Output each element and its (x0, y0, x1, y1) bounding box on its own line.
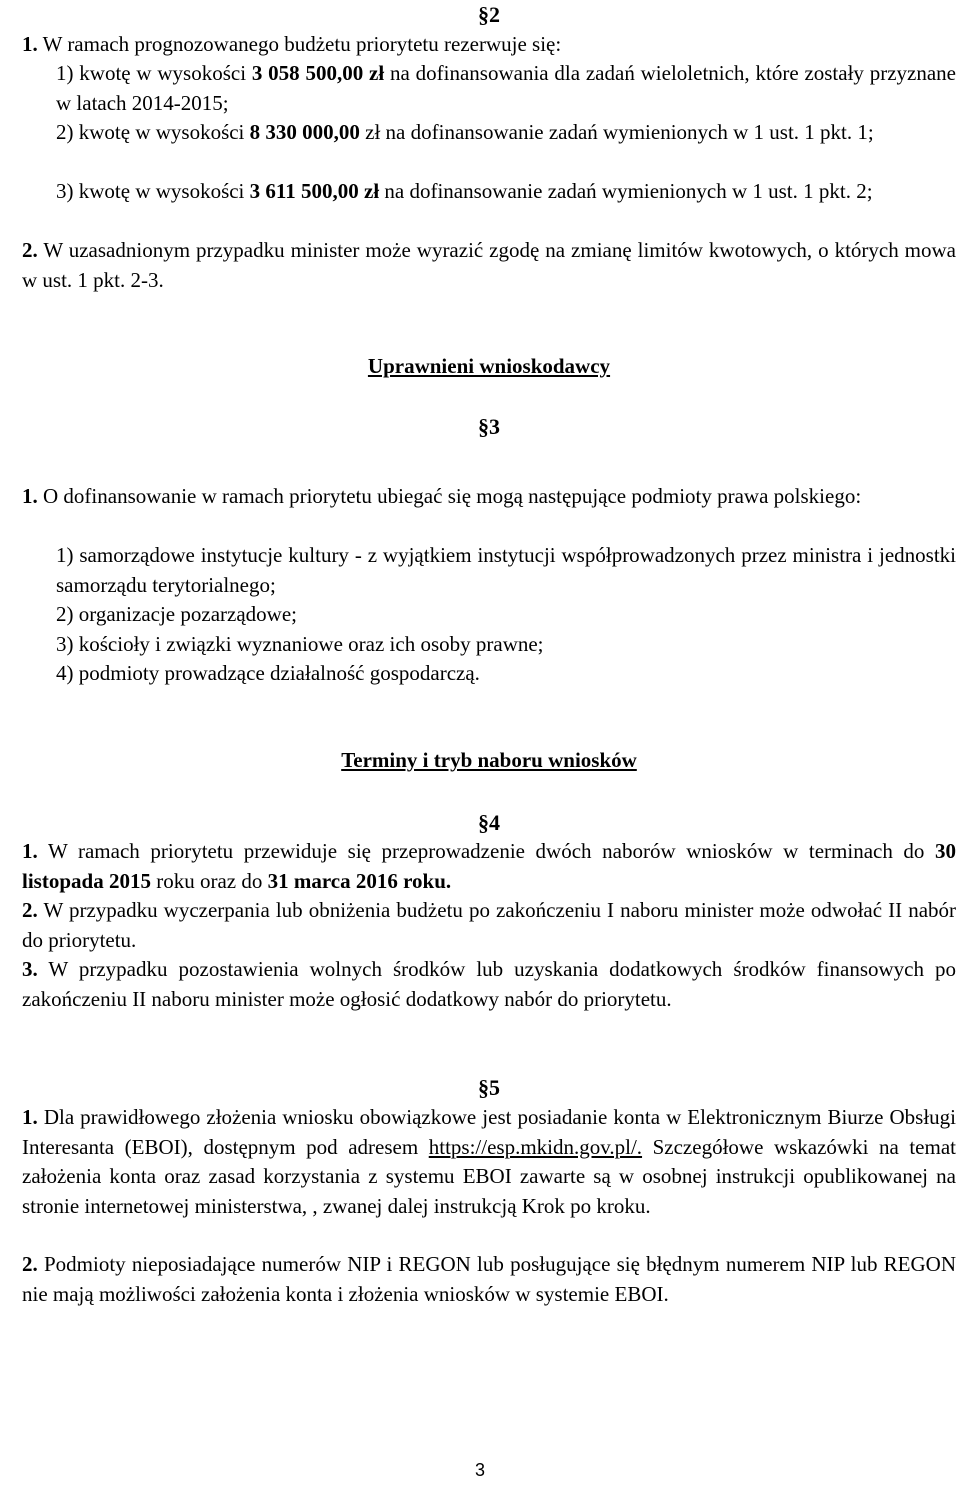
sec2-p2-text: W uzasadnionym przypadku minister może wyrazić zgodę na zmianę limitów kwotowych, o których mowa w ust. 1 pkt. 2-3. (22, 238, 956, 292)
sec5-p2-text: Podmioty nieposiadające numerów NIP i REGON lub posługujące się błędnym numerem NIP lub REGON nie mają możliwości założenia konta i złożenia wniosków w systemie EBOI. (22, 1252, 957, 1306)
sec2-paragraph-2 (22, 236, 956, 295)
item-amount: 3 611 500,00 zł (249, 179, 380, 203)
item-text: 1) kwotę w wysokości (56, 61, 252, 85)
sec4-p2-text: W przypadku wyczerpania lub obniżenia budżetu po zakończeniu I naboru minister może odwołać II nabór do priorytetu. (22, 898, 957, 952)
sec5-paragraph-1 (22, 1103, 956, 1221)
item-text: zł na dofinansowanie zadań wymienionych w 1 ust. 1 pkt. 1; (359, 120, 874, 144)
sec4-p3-text: W przypadku pozostawienia wolnych środków lub uzyskania dodatkowych środków finansowych po zakończeniu II naboru minister może ogłosić dodatkowy nabór do priorytetu. (22, 957, 956, 1011)
sec4-p2-number: 2. (22, 898, 38, 922)
sec3-item-1: 1) samorządowe instytucje kultury - z wyjątkiem instytucji współprowadzonych przez ministra i jednostki samorządu terytorialnego; (56, 543, 956, 597)
heading-applicants: Uprawnieni wnioskodawcy (367, 354, 611, 378)
item-text: na dofinansowania dla zadań wieloletnich, które zostały przyznane w latach 2014-2015; (56, 61, 957, 115)
item-amount: 8 330 000,00 (249, 120, 360, 144)
sec3-item-4: 4) podmioty prowadzące działalność gospodarczą. (56, 661, 480, 685)
item-text: 3) kwotę w wysokości (56, 179, 250, 203)
sec2-p2-number: 2. (22, 238, 38, 262)
sec5-p2-number: 2. (22, 1252, 38, 1276)
date-2: 31 marca 2016 roku. (267, 868, 452, 893)
sec4-p1-number: 1. (22, 839, 38, 863)
sec5-p1-text: Szczegółowe wskazówki na temat założenia konta oraz zasad korzystania z systemu EBOI zawarte są w osobnej instrukcji opublikowanej na stronie internetowej ministerstwa, , zwanej dalej instrukcją Krok po kroku. (22, 1134, 956, 1218)
page-number: 3 (474, 1460, 485, 1480)
sec4-paragraph-3 (22, 955, 956, 1014)
sec2-p1-text: W ramach prognozowanego budżetu priorytetu rezerwuje się: (42, 32, 562, 56)
sec4-paragraph-2 (22, 896, 956, 955)
sec2-item-1 (56, 59, 956, 118)
section-3-symbol: §3 (478, 414, 500, 439)
section-4-symbol: §4 (478, 810, 500, 835)
sec3-p1-text: O dofinansowanie w ramach priorytetu ubiegać się mogą następujące podmioty prawa polskiego: (43, 484, 862, 508)
sec4-paragraph-1 (22, 837, 956, 896)
heading-terms: Terminy i tryb naboru wniosków (341, 748, 637, 772)
sec4-p3-number: 3. (22, 957, 38, 981)
item-text: na dofinansowanie zadań wymienionych w 1 ust. 1 pkt. 2; (379, 179, 873, 203)
eboi-link[interactable]: https://esp.mkidn.gov.pl/. (428, 1134, 643, 1159)
sec2-item-2 (56, 118, 960, 148)
sec5-p1-text: Dla prawidłowego złożenia wniosku obowiązkowe jest posiadanie konta w Elektronicznym Biurze Obsługi Interesanta (EBOI), dostępnym pod adresem (22, 1105, 956, 1159)
sec4-p1-text: W ramach priorytetu przewiduje się przeprowadzenie dwóch naborów wniosków w terminach do (47, 839, 936, 863)
section-2-symbol: §2 (478, 2, 500, 27)
sec3-item-3: 3) kościoły i związki wyznaniowe oraz ich osoby prawne; (56, 632, 544, 656)
sec3-item-2: 2) organizacje pozarządowe; (56, 602, 297, 626)
sec5-p1-number: 1. (22, 1105, 38, 1129)
item-amount: 3 058 500,00 zł (251, 61, 385, 85)
item-text: 2) kwotę w wysokości (56, 120, 250, 144)
sec3-paragraph-1 (22, 482, 956, 512)
sec4-p1-text: roku oraz do (150, 868, 268, 893)
sec2-paragraph-1 (22, 30, 956, 60)
date-1: 30 listopada 2015 (22, 839, 957, 893)
section-5-symbol: §5 (478, 1075, 500, 1100)
sec2-p1-number: 1. (22, 32, 38, 56)
sec2-item-3 (56, 177, 960, 207)
sec3-p1-number: 1. (22, 484, 38, 508)
sec5-paragraph-2 (22, 1250, 956, 1309)
